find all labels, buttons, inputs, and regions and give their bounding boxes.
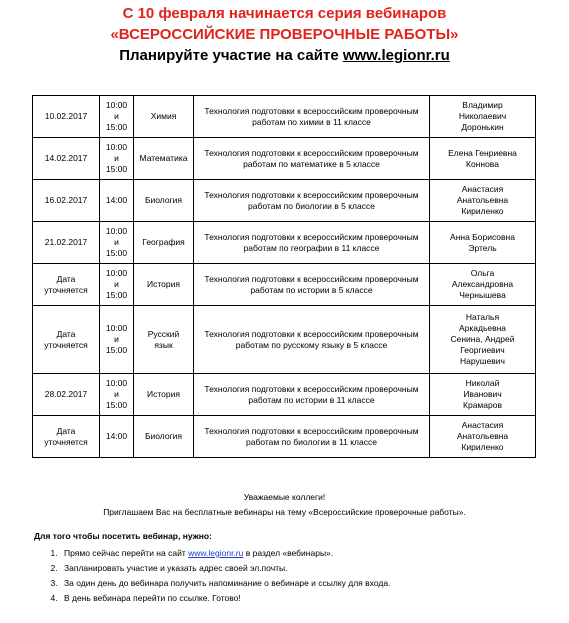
speaker-cell: Николай Иванович Крамаров [430, 374, 536, 416]
table-row [33, 180, 536, 222]
speaker-cell: Елена Генриевна Коннова [430, 138, 536, 180]
subject-cell: Биология [134, 416, 194, 458]
topic-cell: Технология подготовки к всероссийским проверочным работам по биологии в 11 классе [194, 416, 430, 458]
topic-cell: Технология подготовки к всероссийским проверочным работам по истории в 11 классе [194, 374, 430, 416]
speaker-cell: Ольга Александровна Чернышева [430, 264, 536, 306]
table-row [33, 416, 536, 458]
time-cell: 10:00 и 15:00 [100, 138, 134, 180]
subject-cell: Русский язык [134, 306, 194, 374]
time-cell: 14:00 [100, 416, 134, 458]
topic-cell: Технология подготовки к всероссийским проверочным работам по биологии в 5 классе [194, 180, 430, 222]
subject-cell: Биология [134, 180, 194, 222]
date-cell: 16.02.2017 [33, 180, 100, 222]
table-row [33, 374, 536, 416]
announcement-title: С 10 февраля начинается серия вебинаров [122, 5, 447, 22]
table-row [33, 96, 536, 138]
time-cell: 10:00 и 15:00 [100, 374, 134, 416]
site-line-prefix: Планируйте участие на сайте [119, 47, 343, 64]
speaker-cell: Наталья Аркадьевна Сенина, Андрей Георгиевич Нарушевич [430, 306, 536, 374]
table-row [33, 222, 536, 264]
site-link[interactable]: www.legionr.ru [342, 47, 450, 64]
time-cell: 10:00 и 15:00 [100, 306, 134, 374]
table-row [33, 138, 536, 180]
date-cell: 28.02.2017 [33, 374, 100, 416]
topic-cell: Технология подготовки к всероссийским проверочным работам по географии в 11 классе [194, 222, 430, 264]
subject-cell: География [134, 222, 194, 264]
date-cell: 14.02.2017 [33, 138, 100, 180]
speaker-cell: Владимир Николаевич Доронькин [430, 96, 536, 138]
site-line [0, 46, 569, 65]
speaker-cell: Анастасия Анатольевна Кириленко [430, 416, 536, 458]
schedule-table [32, 95, 536, 458]
date-cell: Дата уточняется [33, 264, 100, 306]
step-item: 4. В день вебинара перейти по ссылке. Готово! [60, 591, 390, 606]
speaker-cell: Анастасия Анатольевна Кириленко [430, 180, 536, 222]
table-row [33, 264, 536, 306]
step-item: 3. За один день до вебинара получить напоминание о вебинаре и ссылку для входа. [60, 576, 390, 591]
table-row [33, 306, 536, 374]
site-link[interactable]: www.legionr.ru [188, 548, 244, 558]
topic-cell: Технология подготовки к всероссийским проверочным работам по русскому языку в 5 классе [194, 306, 430, 374]
greeting: Уважаемые коллеги! [243, 492, 326, 502]
subject-cell: История [134, 264, 194, 306]
time-cell: 10:00 и 15:00 [100, 96, 134, 138]
date-cell: 21.02.2017 [33, 222, 100, 264]
steps-list [38, 546, 390, 606]
subject-cell: История [134, 374, 194, 416]
series-name: «ВСЕРОССИЙСКИЕ ПРОВЕРОЧНЫЕ РАБОТЫ» [110, 26, 459, 43]
time-cell: 10:00 и 15:00 [100, 222, 134, 264]
howto-heading: Для того чтобы посетить вебинар, нужно: [34, 531, 212, 541]
invitation-text: Приглашаем Вас на бесплатные вебинары на тему «Всероссийские проверочные работы». [103, 507, 466, 517]
step-text: Прямо сейчас перейти на сайт [64, 548, 189, 558]
topic-cell: Технология подготовки к всероссийским проверочным работам по математике в 5 классе [194, 138, 430, 180]
step-text: в раздел «вебинары». [243, 548, 334, 558]
date-cell: Дата уточняется [33, 416, 100, 458]
date-cell: 10.02.2017 [33, 96, 100, 138]
speaker-cell: Анна Борисовна Эртель [430, 222, 536, 264]
topic-cell: Технология подготовки к всероссийским проверочным работам по истории в 5 классе [194, 264, 430, 306]
date-cell: Дата уточняется [33, 306, 100, 374]
time-cell: 14:00 [100, 180, 134, 222]
topic-cell: Технология подготовки к всероссийским проверочным работам по химии в 11 классе [194, 96, 430, 138]
subject-cell: Химия [134, 96, 194, 138]
step-item [60, 546, 390, 561]
step-item: 2. Запланировать участие и указать адрес своей эл.почты. [60, 561, 390, 576]
time-cell: 10:00 и 15:00 [100, 264, 134, 306]
subject-cell: Математика [134, 138, 194, 180]
